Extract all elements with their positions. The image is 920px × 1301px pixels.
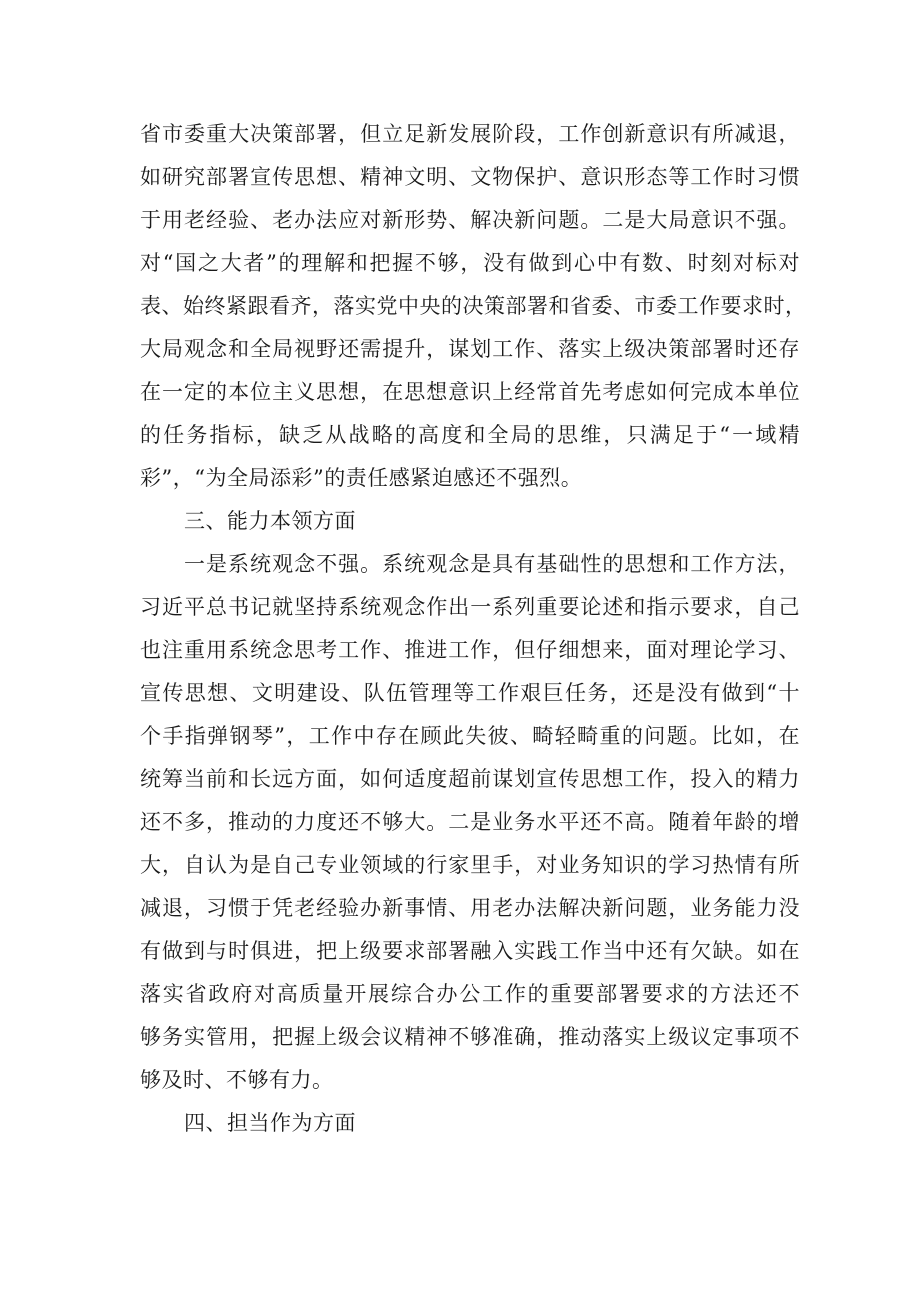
text-line: 个手指弹钢琴”，工作中存在顾此失彼、畸轻畸重的问题。比如，在: [140, 724, 800, 748]
text-line: 大，自认为是自己专业领域的行家里手，对业务知识的学习热情有所: [140, 853, 800, 877]
text-line: 习近平总书记就坚持系统观念作出一系列重要论述和指示要求，自己: [140, 595, 800, 619]
text-line: 在一定的本位主义思想，在思想意识上经常首先考虑如何完成本单位: [140, 380, 800, 404]
text-line: 够务实管用，把握上级会议精神不够准确，推动落实上级议定事项不: [140, 1025, 800, 1049]
text-line: 落实省政府对高质量开展综合办公工作的重要部署要求的方法还不: [140, 982, 800, 1006]
text-line: 彩”，“为全局添彩”的责任感紧迫感还不强烈。: [140, 466, 583, 490]
text-line: 对“国之大者”的理解和把握不够，没有做到心中有数、时刻对标对: [140, 251, 800, 275]
text-line: 有做到与时俱进，把上级要求部署融入实践工作当中还有欠缺。如在: [140, 939, 800, 963]
text-line: 够及时、不够有力。: [140, 1068, 334, 1092]
text-line: 省市委重大决策部署，但立足新发展阶段，工作创新意识有所减退，: [140, 122, 800, 146]
text-line: 一是系统观念不强。系统观念是具有基础性的思想和工作方法，: [184, 552, 800, 576]
document-body: [140, 113, 807, 1145]
section-heading: 三、能力本领方面: [184, 509, 356, 533]
text-line: 的任务指标，缺乏从战略的高度和全局的思维，只满足于“一域精: [140, 423, 800, 447]
text-line: 大局观念和全局视野还需提升，谋划工作、落实上级决策部署时还存: [140, 337, 800, 361]
text-line: 如研究部署宣传思想、精神文明、文物保护、意识形态等工作时习惯: [140, 165, 800, 189]
text-line: 于用老经验、老办法应对新形势、解决新问题。二是大局意识不强。: [140, 208, 800, 232]
section-heading: 四、担当作为方面: [184, 1111, 356, 1135]
text-line: 统筹当前和长远方面，如何适度超前谋划宣传思想工作，投入的精力: [140, 767, 800, 791]
text-line: 宣传思想、文明建设、队伍管理等工作艰巨任务，还是没有做到“十: [140, 681, 800, 705]
text-line: 也注重用系统念思考工作、推进工作，但仔细想来，面对理论学习、: [140, 638, 800, 662]
text-line: 减退，习惯于凭老经验办新事情、用老办法解决新问题，业务能力没: [140, 896, 800, 920]
text-line: 还不多，推动的力度还不够大。二是业务水平还不高。随着年龄的增: [140, 810, 800, 834]
text-line: 表、始终紧跟看齐，落实党中央的决策部署和省委、市委工作要求时，: [140, 294, 807, 318]
